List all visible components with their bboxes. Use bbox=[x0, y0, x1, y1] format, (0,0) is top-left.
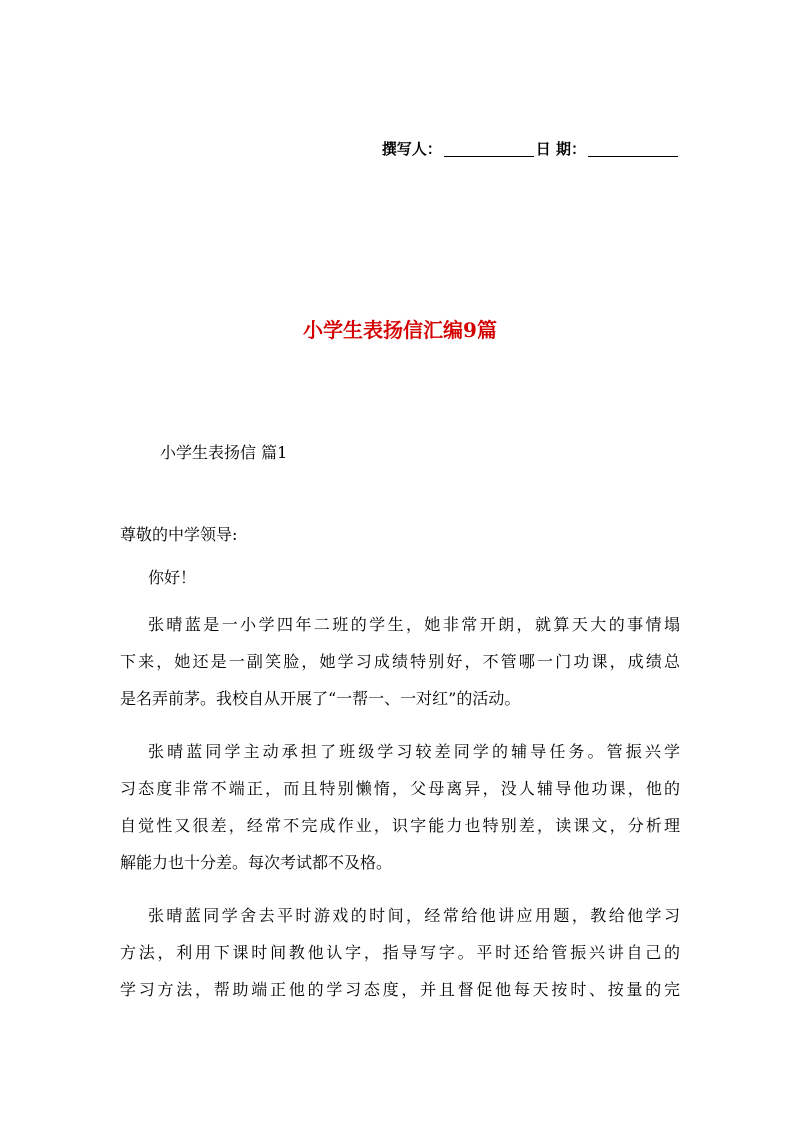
paragraph-line: 习态度非常不端正，而且特别懒惰，父母离异，没人辅导他功课，他的 bbox=[120, 779, 680, 798]
paragraph-line: 学习方法，帮助端正他的学习态度，并且督促他每天按时、按量的完 bbox=[120, 980, 680, 999]
paragraph-line: 张晴蓝是一小学四年二班的学生，她非常开朗，就算天大的事情塌 bbox=[148, 615, 680, 634]
date-label: 日 期： bbox=[535, 140, 586, 158]
author-blank bbox=[444, 142, 534, 157]
salutation: 尊敬的中学领导: bbox=[120, 525, 238, 544]
paragraph-line: 张晴蓝同学舍去平时游戏的时间，经常给他讲应用题，教给他学习 bbox=[148, 906, 680, 925]
paragraph-line: 张晴蓝同学主动承担了班级学习较差同学的辅导任务。管振兴学 bbox=[148, 742, 680, 761]
paragraph-line: 下来，她还是一副笑脸，她学习成绩特别好，不管哪一门功课，成绩总 bbox=[120, 652, 680, 671]
paragraph-line: 解能力也十分差。每次考试都不及格。 bbox=[120, 853, 393, 872]
paragraph-line: 自觉性又很差，经常不完成作业，识字能力也特别差，读课文，分析理 bbox=[120, 816, 680, 835]
section-heading: 小学生表扬信 篇1 bbox=[160, 443, 288, 462]
greeting: 你好！ bbox=[148, 568, 197, 587]
paragraph-line: 方法，利用下课时间教他认字，指导写字。平时还给管振兴讲自己的 bbox=[120, 943, 680, 962]
author-date-line bbox=[382, 138, 680, 159]
author-label: 撰写人： bbox=[381, 140, 442, 158]
paragraph-line: 是名弄前茅。我校自从开展了“一帮一、一对红”的活动。 bbox=[120, 689, 521, 708]
document-title: 小学生表扬信汇编9篇 bbox=[303, 318, 497, 342]
date-blank bbox=[588, 142, 678, 157]
